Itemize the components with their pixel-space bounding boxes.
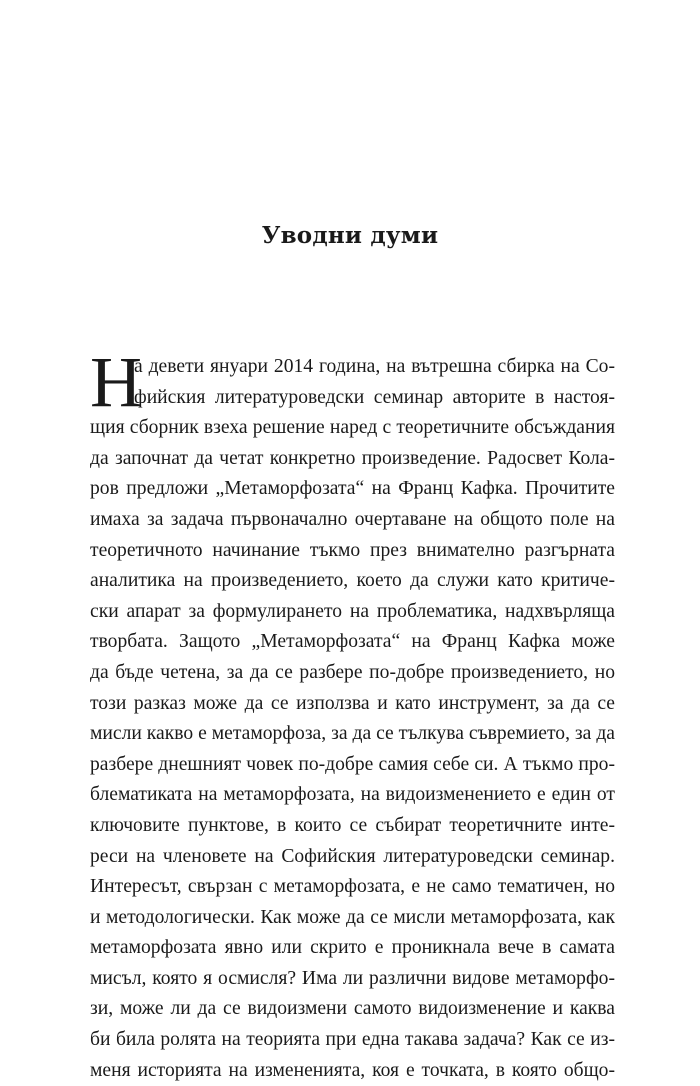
text-line: разбере днешният човек по-добре самия себе си. А тъкмо про-: [90, 753, 615, 775]
text-line: да бъде четена, за да се разбере по-добре произведението, но: [90, 661, 615, 683]
text-line: зи, може ли да се видоизмени самото видоизменение и каква: [90, 998, 615, 1020]
text-line: мисъл, която я осмисля? Има ли различни видове метаморфо-: [90, 967, 615, 989]
chapter-title: Уводни думи: [261, 222, 439, 249]
text-line: теоретичното начинание тъкмо през внимателно разгърната: [90, 539, 615, 561]
text-line: да започнат да четат конкретно произведение. Радосвет Кола-: [90, 447, 615, 469]
text-line: аналитика на произведението, което да служи като критиче-: [90, 570, 615, 592]
text-line: би била ролята на теорията при една такава задача? Как се из-: [90, 1029, 615, 1051]
text-line: мисли какво е метаморфоза, за да се тълкува съвремието, за да: [90, 723, 615, 745]
text-line: а девети януари 2014 година, на вътрешна сбирка на Со-: [134, 356, 615, 377]
text-line: ски апарат за формулирането на проблематика, надхвърляща: [90, 600, 615, 622]
text-line: реси на членовете на Софийския литературоведски семинар.: [90, 845, 615, 867]
text-line: творбата. Защото „Метаморфозата“ на Франц Кафка може: [90, 631, 615, 653]
text-line: ключовите пунктове, в които се събират теоретичните инте-: [90, 814, 615, 836]
text-line: фийския литературоведски семинар авторите в настоя-: [134, 386, 615, 408]
text-line: и методологически. Как може да се мисли метаморфозата, как: [90, 906, 615, 928]
drop-cap: Н: [90, 342, 142, 422]
text-line: меня историята на измененията, коя е точката, в която общо-: [90, 1059, 615, 1081]
body-paragraph: [90, 342, 615, 1086]
text-line: Интересът, свързан с метаморфозата, е не само тематичен, но: [90, 876, 615, 898]
text-line: имаха за задача първоначално очертаване на общото поле на: [90, 508, 615, 530]
text-line: щия сборник взеха решение наред с теоретичните обсъждания: [90, 417, 615, 439]
text-line: ров предложи „Метаморфозата“ на Франц Кафка. Прочитите: [90, 478, 615, 500]
text-line: този разказ може да се използва и като инструмент, за да се: [90, 692, 615, 714]
text-line: блематиката на метаморфозата, на видоизменението е един от: [90, 784, 615, 806]
text-line: метаморфозата явно или скрито е проникнала вече в самата: [90, 937, 615, 959]
